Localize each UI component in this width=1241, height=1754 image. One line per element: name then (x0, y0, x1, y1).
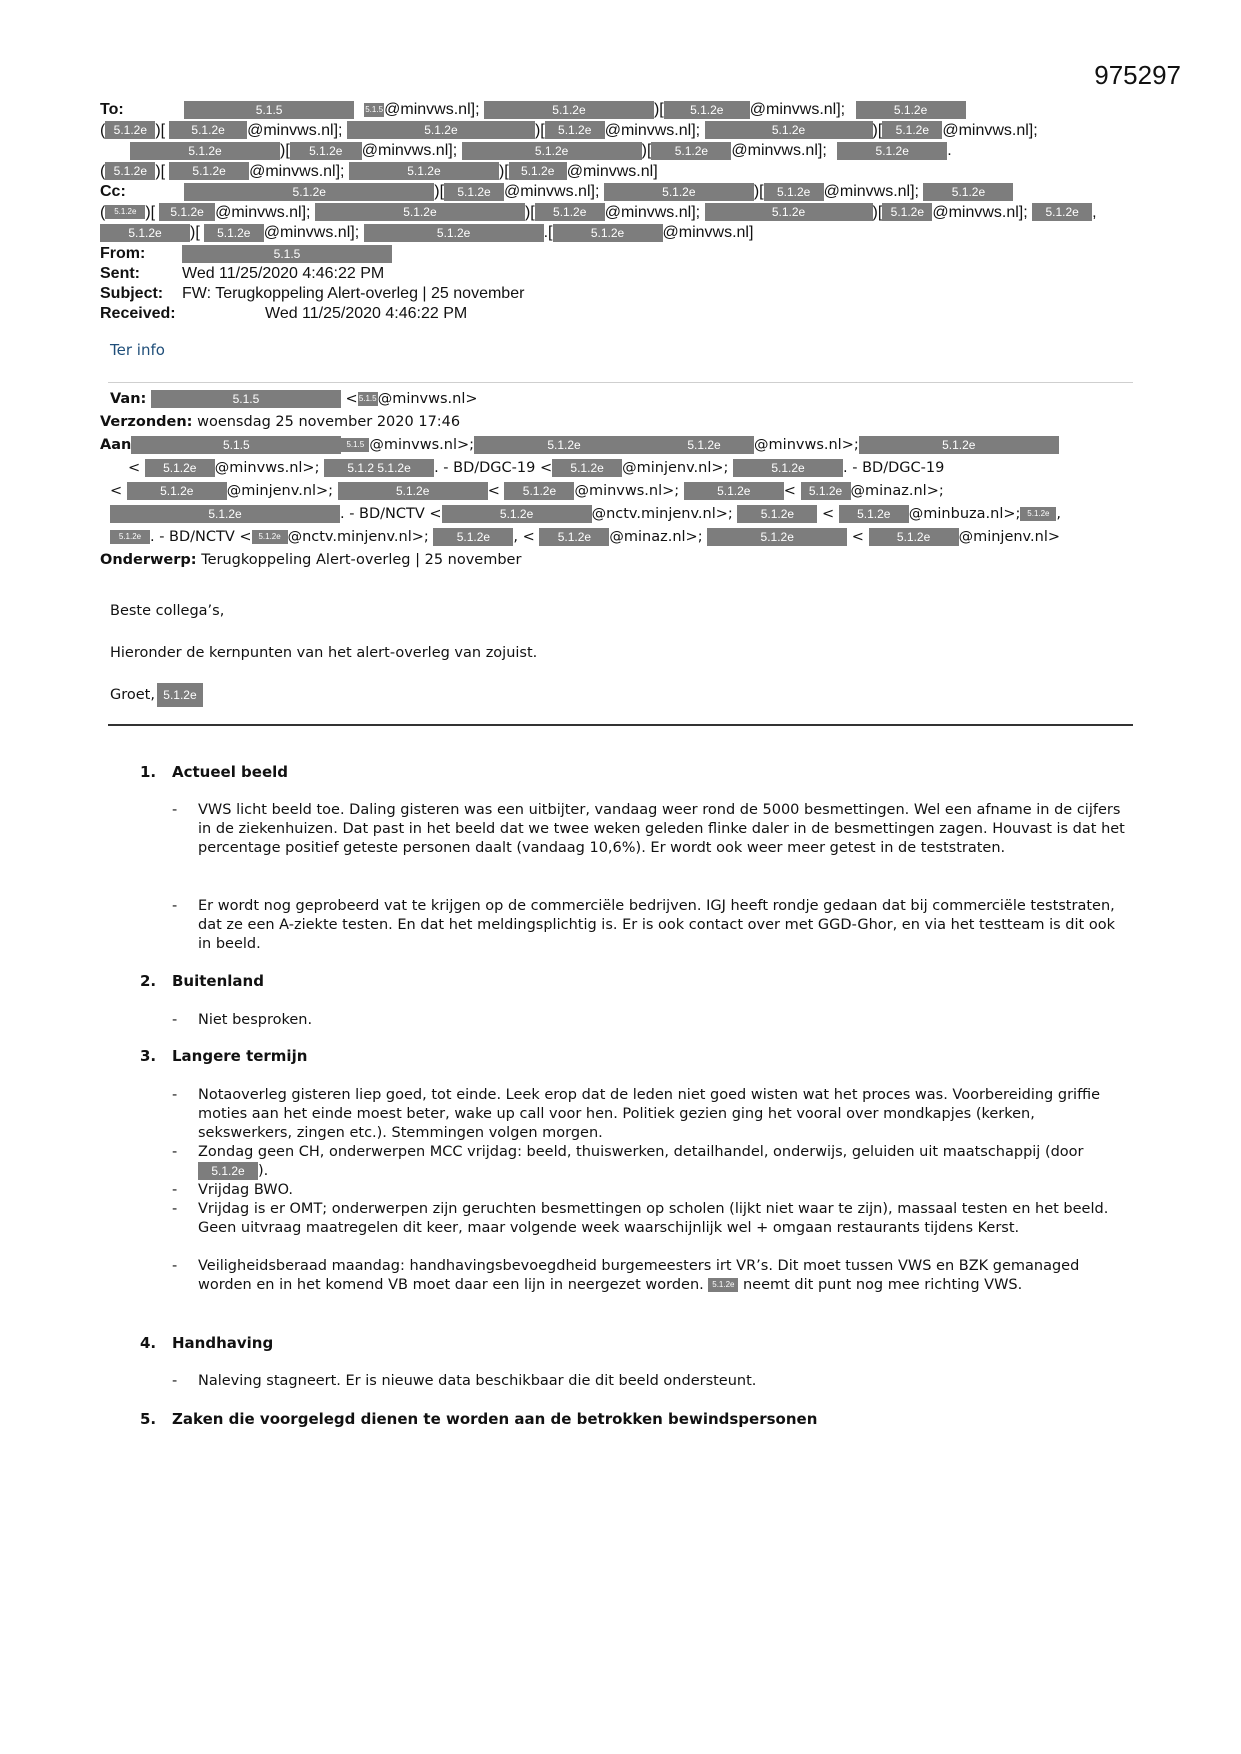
redaction: 5.1.2e (100, 224, 190, 242)
email-domain: @minjenv.nl>; (622, 460, 729, 476)
section-title: Buitenland (172, 972, 264, 990)
bullet-text-door: Zondag geen CH, onderwerpen MCC vrijdag: beeld, thuiswerken, detailhandel, onderwijs, geluiden uit maatschappij (door 5.1.2e ). (198, 1144, 1084, 1179)
redaction: 5.1.2e (654, 436, 754, 454)
redaction: 5.1.2e (105, 205, 145, 219)
email-recipients (100, 100, 1180, 244)
bullet-item: - Notaoverleg gisteren liep goed, tot einde. Leek erop dat de leden niet goed wisten wat het proces was. Voorbereiding griffie moties aan het einde moest beter, wake up call voor hen. Politiek gezien ging het vooral over mondkapjes (kerken, sekswerkers, zingen etc.). Stemmingen volgen morgen. (172, 1086, 1132, 1143)
email-domain: @minvws.nl>; (214, 460, 320, 476)
redaction: 5.1.2e (364, 224, 544, 242)
email-domain: @nctv.minjenv.nl>; (591, 506, 733, 522)
redaction: 5.1.2e (837, 142, 947, 160)
email-domain: @nctv.minjenv.nl>; (287, 529, 429, 545)
email-meta (100, 244, 524, 324)
redaction: 5.1.5 (151, 390, 341, 408)
redaction: 5.1.2e (1032, 203, 1092, 221)
email-domain: @minvws.nl]; (247, 121, 343, 139)
email-domain: @minjenv.nl> (958, 529, 1060, 545)
redaction: 5.1.2e (169, 121, 247, 139)
redaction: 5.1.2e (664, 101, 750, 119)
redaction: 5.1.2e (882, 203, 932, 221)
bullet-text: Vrijdag is er OMT; onderwerpen zijn geruchten besmettingen op scholen (lijkt niet waar te zijn), massaal testen en het beeld. Geen uitvraag maatregelen dit keer, maar volgende week waarschijnlijk wel + omgaan restaurants tijdens Kerst. (198, 1201, 1109, 1236)
section-number: 2. (140, 972, 157, 990)
bullet-text: Vrijdag BWO. (198, 1182, 294, 1198)
from-row (100, 244, 524, 264)
redaction: 5.1.2e (552, 459, 622, 477)
email-domain: @minvws.nl>; (754, 437, 859, 453)
org-label: . - BD/DGC-19 < (434, 460, 553, 476)
bullet-item: - Naleving stagneert. Er is nieuwe data beschikbaar die dit beeld ondersteunt. (172, 1372, 1132, 1391)
redaction: 5.1.2e (859, 436, 1059, 454)
intro-text: Hieronder de kernpunten van het alert-overleg van zojuist. (110, 645, 538, 661)
section-2-heading (140, 972, 264, 990)
email-domain: @minvws.nl]; (932, 203, 1028, 221)
redaction: 5.1.2e (159, 203, 215, 221)
bullet-text: VWS licht beeld toe. Daling gisteren was een uitbijter, vandaag weer rond de 5000 besmettingen. Wel een afname in de cijfers in de ziekenhuizen. Dat past in het beeld dat we twee weken geleden flinke daler in de besmettingen zagen. Houvast is dat het percentage positief geteste personen daalt (vandaag 10,6%). Er wordt ook weer meer getest in de teststraten. (198, 802, 1125, 856)
aan-row-4: 5.1.2e . - BD/NCTV < 5.1.2e @nctv.minjenv.nl>; 5.1.2e < 5.1.2e @minbuza.nl>; 5.1.2e , (100, 503, 1180, 526)
section-number: 3. (140, 1047, 157, 1065)
received-label: Received: (100, 305, 176, 322)
redaction: 5.1.2e (110, 505, 340, 523)
verzonden-value: woensdag 25 november 2020 17:46 (197, 414, 461, 430)
redaction: 5.1.2e (651, 142, 731, 160)
to-line-3: 5.1.2e )[ 5.1.2e @minvws.nl]; 5.1.2e )[ 5.1.2e @minvws.nl]; 5.1.2e . (100, 141, 1180, 162)
received-value: Wed 11/25/2020 4:46:22 PM (265, 305, 468, 322)
email-domain: @minaz.nl>; (850, 483, 944, 499)
redaction: 5.1.2e (684, 482, 784, 500)
bullet-item: - VWS licht beeld toe. Daling gisteren was een uitbijter, vandaag weer rond de 5000 besmettingen. Wel een afname in de cijfers in de ziekenhuizen. Dat past in het beeld dat we twee weken geleden flinke daler in de besmettingen zagen. Houvast is dat het percentage positief geteste personen daalt (vandaag 10,6%). Er wordt ook weer meer getest in de teststraten. (172, 801, 1132, 858)
redaction: 5.1.2e (184, 183, 434, 201)
bullet-item: - Er wordt nog geprobeerd vat te krijgen op de commerciële bedrijven. IGJ heeft rondje gedaan dat bij commerciële teststraten, dat ze een A-ziekte testen. En dat het meldingsplichtig is. Er is ook contact over met GGD-Ghor, en via het testteam is dit ook in beeld. (172, 897, 1132, 954)
van-label: Van: (110, 391, 147, 407)
redaction: 5.1.2e (545, 121, 605, 139)
redaction: 5.1.2e (105, 121, 155, 139)
section-title: Actueel beeld (172, 763, 289, 781)
onderwerp-label: Onderwerp: (100, 552, 197, 568)
to-line-2: ( 5.1.2e )[ 5.1.2e @minvws.nl]; 5.1.2e )[ 5.1.2e @minvws.nl]; 5.1.2e )[ 5.1.2e @minvws.nl]; (100, 121, 1038, 139)
verzonden-label: Verzonden: (100, 414, 193, 430)
redaction: 5.1.2e (444, 183, 504, 201)
ter-info-text: Ter info (110, 341, 165, 359)
email-domain: @minvws.nl]; (263, 224, 360, 241)
redaction: 5.1.5 (364, 103, 384, 117)
redaction: 5.1.2e (923, 183, 1013, 201)
van-row: Van: 5.1.5 <5.1.5@minvws.nl> (110, 391, 478, 407)
aan-row-5: 5.1.2e . - BD/NCTV < 5.1.2e @nctv.minjenv.nl>; 5.1.2e , < 5.1.2e @minaz.nl>; 5.1.2e < 5.1.2e @minjenv.nl> (100, 526, 1180, 549)
redaction: 5.1.2e (856, 101, 966, 119)
section-3-heading (140, 1047, 307, 1065)
verzonden-row (100, 411, 1180, 434)
bullet-item: - Niet besproken. (172, 1011, 1132, 1030)
bullet-text: Niet besproken. (198, 1012, 313, 1028)
redaction: 5.1.2e (145, 459, 215, 477)
email-domain: @minaz.nl>; (609, 529, 703, 545)
section-1-heading (140, 763, 288, 781)
van-email: @minvws.nl> (377, 391, 478, 407)
redaction: 5.1.2e (504, 482, 574, 500)
cc-label: Cc: (100, 183, 126, 200)
org-label: . - BD/NCTV < (340, 506, 442, 522)
bullet-item: - Vrijdag is er OMT; onderwerpen zijn geruchten besmettingen op scholen (lijkt niet waar te zijn), massaal testen en het beeld. Geen uitvraag maatregelen dit keer, maar volgende week waarschijnlijk wel + omgaan restaurants tijdens Kerst. (172, 1200, 1132, 1238)
aan-row-1 (100, 434, 1180, 457)
bullet-item: - Veiligheidsberaad maandag: handhavingsbevoegdheid burgemeesters irt VR’s. Dit moet tussen VWS en BZK gemanaged worden en in het komend VB moet daar een lijn in neergezet worden. 5.1.2e neemt dit punt nog mee richting VWS. (172, 1257, 1132, 1295)
bullet-text: Notaoverleg gisteren liep goed, tot einde. Leek erop dat de leden niet goed wisten wat het proces was. Voorbereiding griffie moties aan het einde moest beter, wake up call voor hen. Politiek gezien ging het vooral over mondkapjes (kerken, sekswerkers, zingen etc.). Stemmingen volgen morgen. (198, 1087, 1101, 1141)
redaction: 5.1.2e (130, 142, 280, 160)
received-row (100, 304, 524, 324)
redaction: 5.1.2e (553, 224, 663, 242)
aan-row-2: < 5.1.2e @minvws.nl>; 5.1.2 5.1.2e . - BD/DGC-19 < 5.1.2e @minjenv.nl>; 5.1.2e . - BD/DGC-19 (128, 460, 945, 476)
subject-row (100, 284, 524, 304)
email-domain: @minvws.nl]; (731, 142, 827, 159)
to-label: To: (100, 101, 124, 118)
to-line-1: To: 5.1.5 5.1.5@minvws.nl]; 5.1.2e )[ 5.1.2e @minvws.nl]; 5.1.2e (100, 100, 1180, 121)
redaction: 5.1.2e (484, 101, 654, 119)
aan-label: Aan (100, 437, 132, 453)
redaction: 5.1.2e (733, 459, 843, 477)
bullet-text-vb: Veiligheidsberaad maandag: handhavingsbevoegdheid burgemeesters irt VR’s. Dit moet tussen VWS en BZK gemanaged worden en in het komend VB moet daar een lijn in neergezet worden. 5.1.2e neemt dit punt nog mee richting VWS. (198, 1258, 1080, 1293)
email-domain: @minvws.nl]; (749, 101, 846, 118)
section-number: 4. (140, 1334, 157, 1352)
section-title: Langere termijn (172, 1047, 308, 1065)
email-domain: @minvws.nl]; (942, 121, 1038, 139)
org-label: . - BD/NCTV < (150, 529, 252, 545)
email-domain: @minvws.nl]; (215, 203, 311, 221)
redaction: 5.1.2e (462, 142, 642, 160)
section-number: 5. (140, 1410, 157, 1428)
redaction: 5.1.2e (204, 224, 264, 242)
subject-value: FW: Terugkoppeling Alert-overleg | 25 november (182, 285, 525, 302)
email-domain: @minvws.nl]; (249, 162, 345, 180)
redaction: 5.1.2e (474, 436, 654, 454)
redaction: 5.1.2e (604, 183, 754, 201)
redaction: 5.1.2e (110, 530, 150, 544)
redaction: 5.1.2e (764, 183, 824, 201)
redaction: 5.1.5 (131, 436, 341, 454)
divider (108, 724, 1133, 726)
redaction: 5.1.2e (707, 528, 847, 546)
groet-text: Groet, (110, 687, 155, 703)
email-domain: @minbuza.nl>; (908, 506, 1021, 522)
onderwerp-row (100, 549, 1180, 572)
subject-label: Subject: (100, 285, 164, 302)
redaction: 5.1.2e (705, 203, 873, 221)
cc-line-3: 5.1.2e )[ 5.1.2e @minvws.nl]; 5.1.2e .[ 5.1.2e @minvws.nl] (100, 223, 1180, 244)
email-domain: @minjenv.nl>; (226, 483, 334, 499)
bullet-item: - Vrijdag BWO. (172, 1181, 1132, 1200)
redaction: 5.1.2e (198, 1162, 258, 1180)
divider (108, 382, 1133, 383)
redaction: 5.1.2e (1020, 507, 1056, 521)
redaction: 5.1.2e (708, 1278, 738, 1292)
forwarded-header (100, 388, 1180, 572)
redaction: 5.1.2e (157, 683, 203, 707)
bullet-text: Er wordt nog geprobeerd vat te krijgen op de commerciële bedrijven. IGJ heeft rondje gedaan dat bij commerciële teststraten, dat ze een A-ziekte testen. En dat het meldingsplichtig is. Er is ook contact over met GGD-Ghor, en via het testteam is dit ook in beeld. (198, 898, 1115, 952)
bullet-item: - Zondag geen CH, onderwerpen MCC vrijdag: beeld, thuiswerken, detailhandel, onderwijs, geluiden uit maatschappij (door 5.1.2e ). (172, 1143, 1132, 1181)
email-domain: @minvws.nl>; (369, 437, 475, 453)
sent-label: Sent: (100, 265, 140, 282)
email-domain: @minvws.nl]; (504, 183, 600, 200)
redaction: 5.1.2e (252, 530, 288, 544)
section-5-heading (140, 1410, 817, 1428)
redaction: 5.1.2e (433, 528, 513, 546)
org-label: . - BD/DGC-19 (843, 460, 945, 476)
redaction: 5.1.2e (535, 203, 605, 221)
email-domain: @minvws.nl>; (574, 483, 680, 499)
redaction: 5.1.2e (347, 121, 535, 139)
email-domain: @minvws.nl] (662, 224, 754, 241)
to-line-4: ( 5.1.2e )[ 5.1.2e @minvws.nl]; 5.1.2e )[ 5.1.2e @minvws.nl] (100, 162, 658, 180)
redaction: 5.1.2 5.1.2e (324, 459, 434, 477)
redaction: 5.1.2e (839, 505, 909, 523)
redaction: 5.1.2e (801, 482, 851, 500)
redaction: 5.1.2e (127, 482, 227, 500)
section-title: Handhaving (172, 1334, 274, 1352)
email-domain: @minvws.nl]; (604, 121, 701, 139)
redaction: 5.1.2e (509, 162, 567, 180)
sent-row (100, 264, 524, 284)
redaction: 5.1.2e (290, 142, 362, 160)
aan-row-3: < 5.1.2e @minjenv.nl>; 5.1.2e < 5.1.2e @minvws.nl>; 5.1.2e < 5.1.2e @minaz.nl>; (110, 483, 944, 499)
email-domain: @minvws.nl]; (604, 203, 701, 221)
redaction: 5.1.2e (882, 121, 942, 139)
greeting: Beste collega’s, (110, 603, 225, 619)
cc-line-1: Cc: 5.1.2e )[ 5.1.2e @minvws.nl]; 5.1.2e )[ 5.1.2e @minvws.nl]; 5.1.2e (100, 182, 1180, 203)
redaction: 5.1.5 (184, 101, 354, 119)
email-domain: @minvws.nl]; (361, 142, 458, 159)
email-domain: @minvws.nl] (566, 162, 658, 180)
redaction: 5.1.2e (442, 505, 592, 523)
redaction: 5.1.2e (737, 505, 817, 523)
redaction: 5.1.5 (358, 392, 378, 406)
document-id: 975297 (1094, 60, 1181, 90)
redaction: 5.1.2e (105, 162, 155, 180)
cc-line-2: ( 5.1.2e )[ 5.1.2e @minvws.nl]; 5.1.2e )[ 5.1.2e @minvws.nl]; 5.1.2e )[ 5.1.2e @minvws.nl]; 5.1.2e , (100, 203, 1097, 221)
redaction: 5.1.2e (315, 203, 525, 221)
bullet-text: Naleving stagneert. Er is nieuwe data beschikbaar die dit beeld ondersteunt. (198, 1373, 757, 1389)
sent-value: Wed 11/25/2020 4:46:22 PM (182, 265, 385, 282)
section-title: Zaken die voorgelegd dienen te worden aan de betrokken bewindspersonen (172, 1410, 818, 1428)
signoff (110, 683, 203, 707)
email-domain: @minvws.nl]; (384, 101, 480, 118)
section-4-heading (140, 1334, 273, 1352)
from-label: From: (100, 245, 146, 262)
redaction: 5.1.2e (539, 528, 609, 546)
section-number: 1. (140, 763, 157, 781)
redaction: 5.1.2e (349, 162, 499, 180)
redaction: 5.1.2e (338, 482, 488, 500)
redaction: 5.1.2e (705, 121, 873, 139)
redaction: 5.1.5 (341, 438, 369, 452)
redaction: 5.1.5 (182, 245, 392, 263)
email-domain: @minvws.nl]; (823, 183, 919, 200)
onderwerp-value: Terugkoppeling Alert-overleg | 25 november (201, 552, 522, 568)
redaction: 5.1.2e (169, 162, 249, 180)
redaction: 5.1.2e (869, 528, 959, 546)
